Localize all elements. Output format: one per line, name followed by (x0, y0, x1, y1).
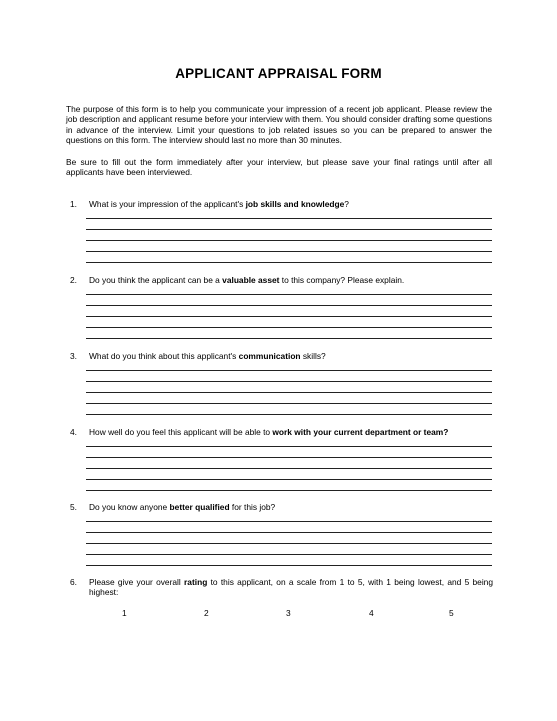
question-text-bold: job skills and knowledge (245, 199, 345, 209)
question-text (89, 502, 493, 512)
page-title: APPLICANT APPRAISAL FORM (175, 66, 382, 81)
question-number: 1. (70, 199, 77, 209)
answer-line[interactable] (86, 251, 492, 252)
question-text-part: to this applicant, on a scale from 1 to 5, with 1 being lowest, and 5 being highest: (89, 577, 493, 598)
question-text (89, 351, 493, 361)
question-text-part: How well do you feel this applicant will be able to (89, 427, 273, 437)
answer-line[interactable] (86, 468, 492, 469)
intro-paragraph: The purpose of this form is to help you communicate your impression of a recent job applicant. Please review the job description and applicant resume before your interview with them. You should consider drafting some questions in advance of the interview. Limit your questions to job related issues so you can be prepared to answer the questions on this form. The interview should last no more than 30 minutes. (66, 104, 492, 146)
rating-option-3[interactable]: 3 (286, 608, 291, 618)
question-text-bold: better qualified (169, 502, 230, 512)
question-number: 3. (70, 351, 77, 361)
answer-line[interactable] (86, 479, 492, 480)
question-text-part: to this company? Please explain. (279, 275, 405, 285)
answer-line[interactable] (86, 521, 492, 522)
answer-line[interactable] (86, 532, 492, 533)
question-text (89, 275, 493, 285)
answer-line[interactable] (86, 229, 492, 230)
answer-line[interactable] (86, 446, 492, 447)
question-text (89, 427, 493, 437)
question-text-part: Do you think the applicant can be a (89, 275, 223, 285)
question-text-part: Please give your overall (89, 577, 185, 587)
answer-line[interactable] (86, 543, 492, 544)
answer-line[interactable] (86, 262, 492, 263)
answer-line[interactable] (86, 414, 492, 415)
answer-line[interactable] (86, 218, 492, 219)
answer-line[interactable] (86, 327, 492, 328)
answer-line[interactable] (86, 403, 492, 404)
question-text-part: for this job? (229, 502, 276, 512)
answer-line[interactable] (86, 457, 492, 458)
question-text-part: Do you know anyone (89, 502, 170, 512)
question-text-bold: communication (238, 351, 301, 361)
question-text-part: What do you think about this applicant's (89, 351, 239, 361)
question-text-part: What is your impression of the applicant's (89, 199, 246, 209)
rating-option-5[interactable]: 5 (449, 608, 454, 618)
question-text (89, 577, 493, 598)
question-number: 5. (70, 502, 77, 512)
answer-line[interactable] (86, 565, 492, 566)
answer-line[interactable] (86, 370, 492, 371)
answer-line[interactable] (86, 305, 492, 306)
answer-line[interactable] (86, 240, 492, 241)
answer-line[interactable] (86, 490, 492, 491)
question-text-part: skills? (300, 351, 326, 361)
answer-line[interactable] (86, 338, 492, 339)
question-number: 6. (70, 577, 77, 587)
question-text-bold: valuable asset (222, 275, 280, 285)
answer-line[interactable] (86, 381, 492, 382)
question-text-bold: rating (184, 577, 208, 587)
rating-option-1[interactable]: 1 (122, 608, 127, 618)
question-text (89, 199, 493, 209)
instruction-paragraph: Be sure to fill out the form immediately after your interview, but please save your final ratings until after all applicants have been interviewed. (66, 157, 492, 178)
answer-line[interactable] (86, 554, 492, 555)
answer-line[interactable] (86, 316, 492, 317)
rating-option-4[interactable]: 4 (369, 608, 374, 618)
question-text-part: ? (344, 199, 349, 209)
question-number: 2. (70, 275, 77, 285)
answer-line[interactable] (86, 294, 492, 295)
rating-option-2[interactable]: 2 (204, 608, 209, 618)
question-number: 4. (70, 427, 77, 437)
question-text-bold: work with your current department or team? (272, 427, 449, 437)
answer-line[interactable] (86, 392, 492, 393)
